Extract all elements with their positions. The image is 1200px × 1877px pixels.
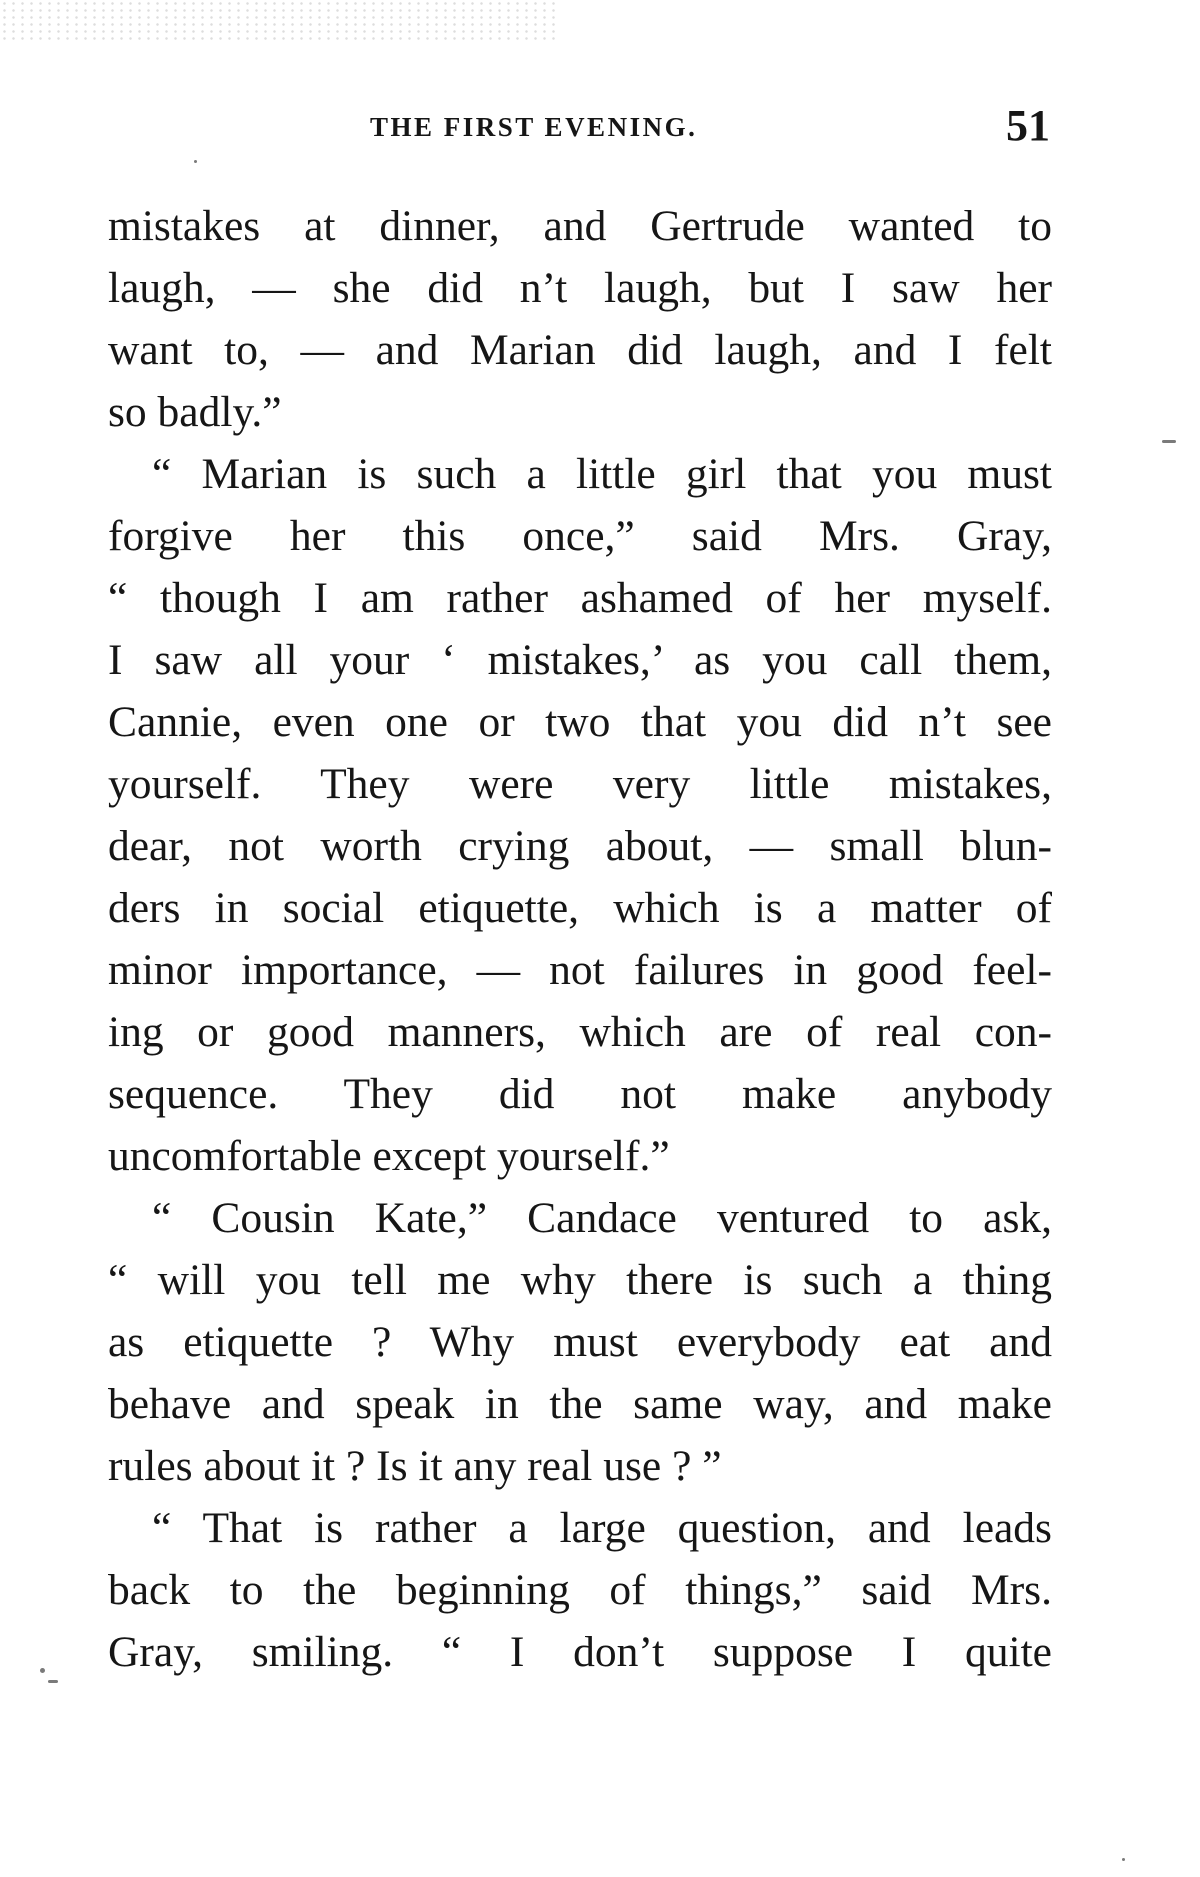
text-line: “ will you tell me why there is such a thing bbox=[108, 1256, 1052, 1304]
text-line: ing or good manners, which are of real con- bbox=[108, 1008, 1052, 1056]
text-line: “ Cousin Kate,” Candace ventured to ask, bbox=[152, 1194, 1052, 1242]
text-line: forgive her this once,” said Mrs. Gray, bbox=[108, 512, 1052, 560]
scan-noise bbox=[0, 0, 560, 42]
text-line: so badly.” bbox=[108, 388, 282, 436]
text-line: rules about it ? Is it any real use ? ” bbox=[108, 1442, 722, 1490]
text-line: “ though I am rather ashamed of her myself. bbox=[108, 574, 1052, 622]
text-line: I saw all your ‘ mistakes,’ as you call them, bbox=[108, 636, 1052, 684]
scan-speck bbox=[40, 1668, 45, 1673]
text-line: laugh, — she did n’t laugh, but I saw her bbox=[108, 264, 1052, 312]
text-line: mistakes at dinner, and Gertrude wanted to bbox=[108, 202, 1052, 250]
running-head: THE FIRST EVENING. bbox=[370, 112, 698, 142]
text-line: as etiquette ? Why must everybody eat and bbox=[108, 1318, 1052, 1366]
text-line: want to, — and Marian did laugh, and I felt bbox=[108, 326, 1052, 374]
scan-speck bbox=[194, 160, 197, 163]
text-line: dear, not worth crying about, — small blun- bbox=[108, 822, 1052, 870]
text-line: “ That is rather a large question, and leads bbox=[152, 1504, 1052, 1552]
text-line: Cannie, even one or two that you did n’t see bbox=[108, 698, 1052, 746]
text-line: yourself. They were very little mistakes, bbox=[108, 760, 1052, 808]
scan-speck bbox=[1162, 440, 1176, 443]
text-line: minor importance, — not failures in good feel- bbox=[108, 946, 1052, 994]
scan-speck bbox=[1122, 1858, 1125, 1861]
text-line: sequence. They did not make anybody bbox=[108, 1070, 1052, 1118]
page-header bbox=[110, 100, 1050, 160]
text-line: uncomfortable except yourself.” bbox=[108, 1132, 670, 1180]
text-line: Gray, smiling. “ I don’t suppose I quite bbox=[108, 1628, 1052, 1676]
text-line: “ Marian is such a little girl that you must bbox=[152, 450, 1052, 498]
text-line: behave and speak in the same way, and make bbox=[108, 1380, 1052, 1428]
body-text bbox=[108, 195, 1052, 1683]
text-line: back to the beginning of things,” said Mrs. bbox=[108, 1566, 1052, 1614]
text-line: ders in social etiquette, which is a matter of bbox=[108, 884, 1052, 932]
page-number: 51 bbox=[1006, 101, 1050, 150]
scan-speck bbox=[48, 1680, 58, 1683]
